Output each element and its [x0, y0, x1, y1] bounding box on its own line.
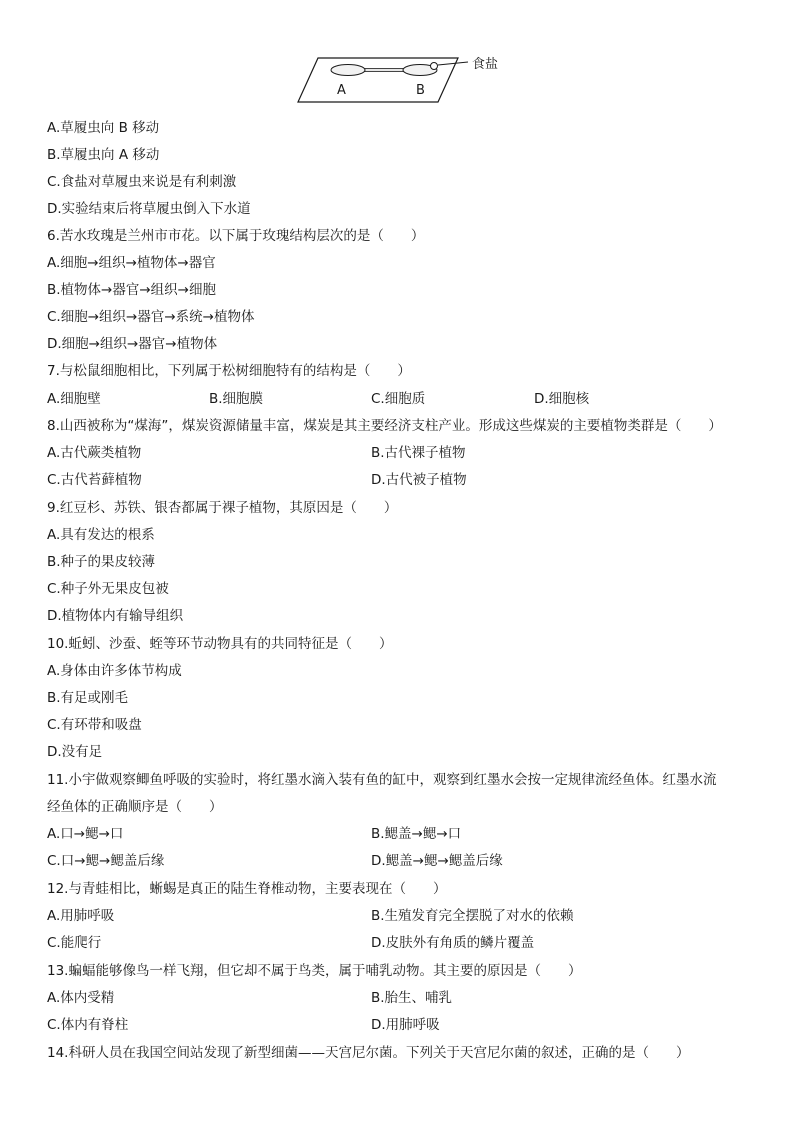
q7-option-b: B.细胞膜: [209, 391, 264, 407]
q8-option-a: A.古代蕨类植物: [47, 445, 142, 461]
q9-stem: 9.红豆杉、苏铁、银杏都属于裸子植物，其原因是（ ）: [47, 500, 398, 516]
q10-option-c: C.有环带和吸盘: [47, 717, 142, 733]
q6-stem: 6.苦水玫瑰是兰州市市花。以下属于玫瑰结构层次的是（ ）: [47, 228, 425, 244]
q5-option-b: B.草履虫向 A 移动: [47, 147, 160, 163]
q5-option-a: A.草履虫向 B 移动: [47, 120, 160, 136]
q5-option-c: C.食盐对草履虫来说是有利刺激: [47, 174, 237, 190]
q12-stem: 12.与青蛙相比，蜥蜴是真正的陆生脊椎动物，主要表现在（ ）: [47, 881, 447, 897]
salt-grain: [431, 63, 438, 70]
q9-option-b: B.种子的果皮较薄: [47, 554, 156, 570]
q11-stem-line2: 经鱼体的正确顺序是（ ）: [47, 799, 223, 815]
q5-option-d: D.实验结束后将草履虫倒入下水道: [47, 201, 251, 217]
q11-option-d: D.鳃盖→鳃→鳃盖后缘: [371, 853, 503, 869]
q7-option-d: D.细胞核: [534, 391, 590, 407]
drop-a: [331, 65, 365, 76]
q9-option-a: A.具有发达的根系: [47, 527, 155, 543]
q12-option-d: D.皮肤外有角质的鳞片覆盖: [371, 935, 535, 951]
q6-option-d: D.细胞→组织→器官→植物体: [47, 336, 218, 352]
q10-option-b: B.有足或刚毛: [47, 690, 129, 706]
q7-option-c: C.细胞质: [371, 391, 426, 407]
q8-option-b: B.古代裸子植物: [371, 445, 466, 461]
q13-option-a: A.体内受精: [47, 990, 115, 1006]
q12-option-a: A.用肺呼吸: [47, 908, 115, 924]
q11-option-a: A.口→鳃→口: [47, 826, 124, 842]
q13-option-b: B.胎生、哺乳: [371, 990, 453, 1006]
experiment-figure: [290, 52, 520, 104]
q7-stem: 7.与松鼠细胞相比，下列属于松树细胞特有的结构是（ ）: [47, 363, 411, 379]
q8-option-c: C.古代苔藓植物: [47, 472, 142, 488]
q13-option-d: D.用肺呼吸: [371, 1017, 440, 1033]
q6-option-b: B.植物体→器官→组织→细胞: [47, 282, 216, 298]
label-salt: 食盐: [472, 57, 499, 72]
q13-stem: 13.蝙蝠能够像鸟一样飞翔，但它却不属于鸟类，属于哺乳动物。其主要的原因是（ ）: [47, 963, 582, 979]
q8-option-d: D.古代被子植物: [371, 472, 467, 488]
label-a: A: [337, 83, 346, 98]
q6-option-c: C.细胞→组织→器官→系统→植物体: [47, 309, 255, 325]
q13-option-c: C.体内有脊柱: [47, 1017, 129, 1033]
q10-stem: 10.蚯蚓、沙蚕、蛭等环节动物具有的共同特征是（ ）: [47, 636, 393, 652]
q12-option-c: C.能爬行: [47, 935, 102, 951]
q10-option-a: A.身体由许多体节构成: [47, 663, 182, 679]
q8-stem: 8.山西被称为“煤海”，煤炭资源储量丰富，煤炭是其主要经济支柱产业。形成这些煤炭的主要植物类群是（ ）: [47, 418, 722, 434]
salt-pointer: [438, 62, 468, 65]
q6-option-a: A.细胞→组织→植物体→器官: [47, 255, 216, 271]
q11-stem-line1: 11.小宇做观察鲫鱼呼吸的实验时，将红墨水滴入装有鱼的缸中，观察到红墨水会按一定规律流经鱼体。红墨水流: [47, 772, 717, 788]
label-b: B: [416, 83, 425, 98]
connecting-channel: [365, 69, 403, 72]
q12-option-b: B.生殖发育完全摆脱了对水的依赖: [371, 908, 574, 924]
q9-option-d: D.植物体内有输导组织: [47, 608, 184, 624]
q9-option-c: C.种子外无果皮包被: [47, 581, 169, 597]
q7-option-a: A.细胞壁: [47, 391, 101, 407]
q14-stem: 14.科研人员在我国空间站发现了新型细菌——天宫尼尔菌。下列关于天宫尼尔菌的叙述，正确的是（ ）: [47, 1045, 690, 1061]
q11-option-b: B.鳃盖→鳃→口: [371, 826, 462, 842]
q11-option-c: C.口→鳃→鳃盖后缘: [47, 853, 165, 869]
q10-option-d: D.没有足: [47, 744, 103, 760]
